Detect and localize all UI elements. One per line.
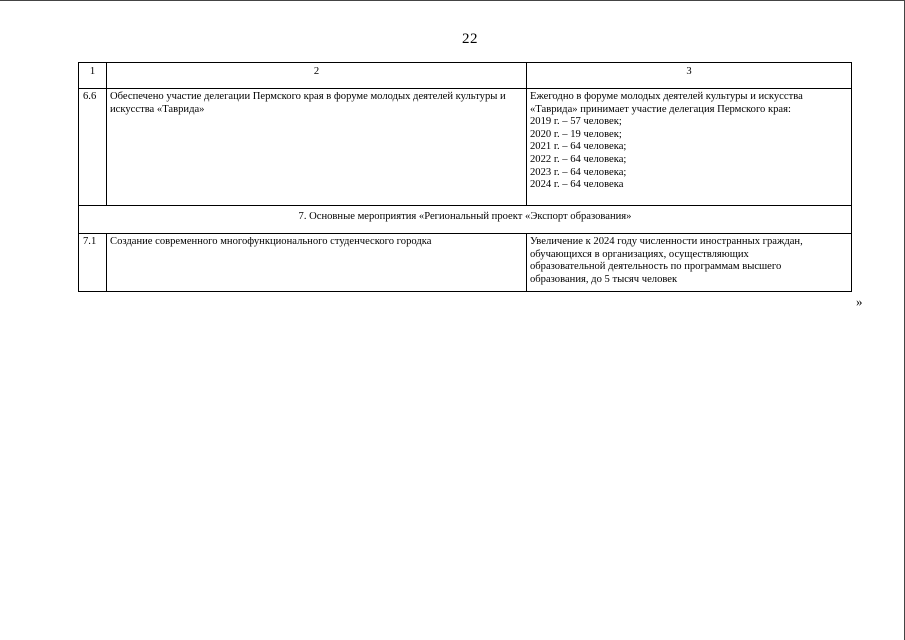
result-line: образовательной деятельность по программам высшего	[530, 261, 782, 273]
section-heading-row	[79, 206, 852, 234]
column-header-1: 1	[79, 63, 107, 89]
closing-quote-mark: »	[856, 294, 863, 309]
table-row	[79, 89, 852, 206]
row-number: 6.6	[79, 89, 107, 206]
section-heading: 7. Основные мероприятия «Региональный проект «Экспорт образования»	[79, 206, 852, 234]
result-line: образования, до 5 тысяч человек	[530, 273, 678, 285]
result-line: обучающихся в организациях, осуществляющих	[530, 248, 749, 260]
column-header-2: 2	[107, 63, 527, 89]
result-line: 2024 г. – 64 человека	[530, 179, 624, 191]
scan-border-top	[0, 0, 905, 1]
result-line: 2022 г. – 64 человека;	[530, 153, 627, 165]
page-number: 22	[462, 31, 478, 47]
column-header-3: 3	[527, 63, 852, 89]
result-cell	[527, 234, 852, 292]
table-header-row	[79, 63, 852, 89]
event-cell: Обеспечено участие делегации Пермского края в форуме молодых деятелей культуры и искусства «Таврида»	[107, 89, 527, 206]
result-cell	[527, 89, 852, 206]
row-number: 7.1	[79, 234, 107, 292]
result-line: 2019 г. – 57 человек;	[530, 116, 622, 128]
result-line: 2023 г. – 64 человека;	[530, 166, 627, 178]
measures-table	[78, 62, 852, 292]
result-line: Ежегодно в форуме молодых деятелей культуры и искусства	[530, 91, 803, 102]
event-cell: Создание современного многофункционального студенческого городка	[107, 234, 527, 292]
result-line: Увеличение к 2024 году численности иностранных граждан,	[530, 236, 803, 247]
table-row	[79, 234, 852, 292]
result-line: 2021 г. – 64 человека;	[530, 141, 627, 153]
result-line: «Таврида» принимает участие делегация Пермского края:	[530, 103, 791, 115]
result-line: 2020 г. – 19 человек;	[530, 128, 622, 140]
